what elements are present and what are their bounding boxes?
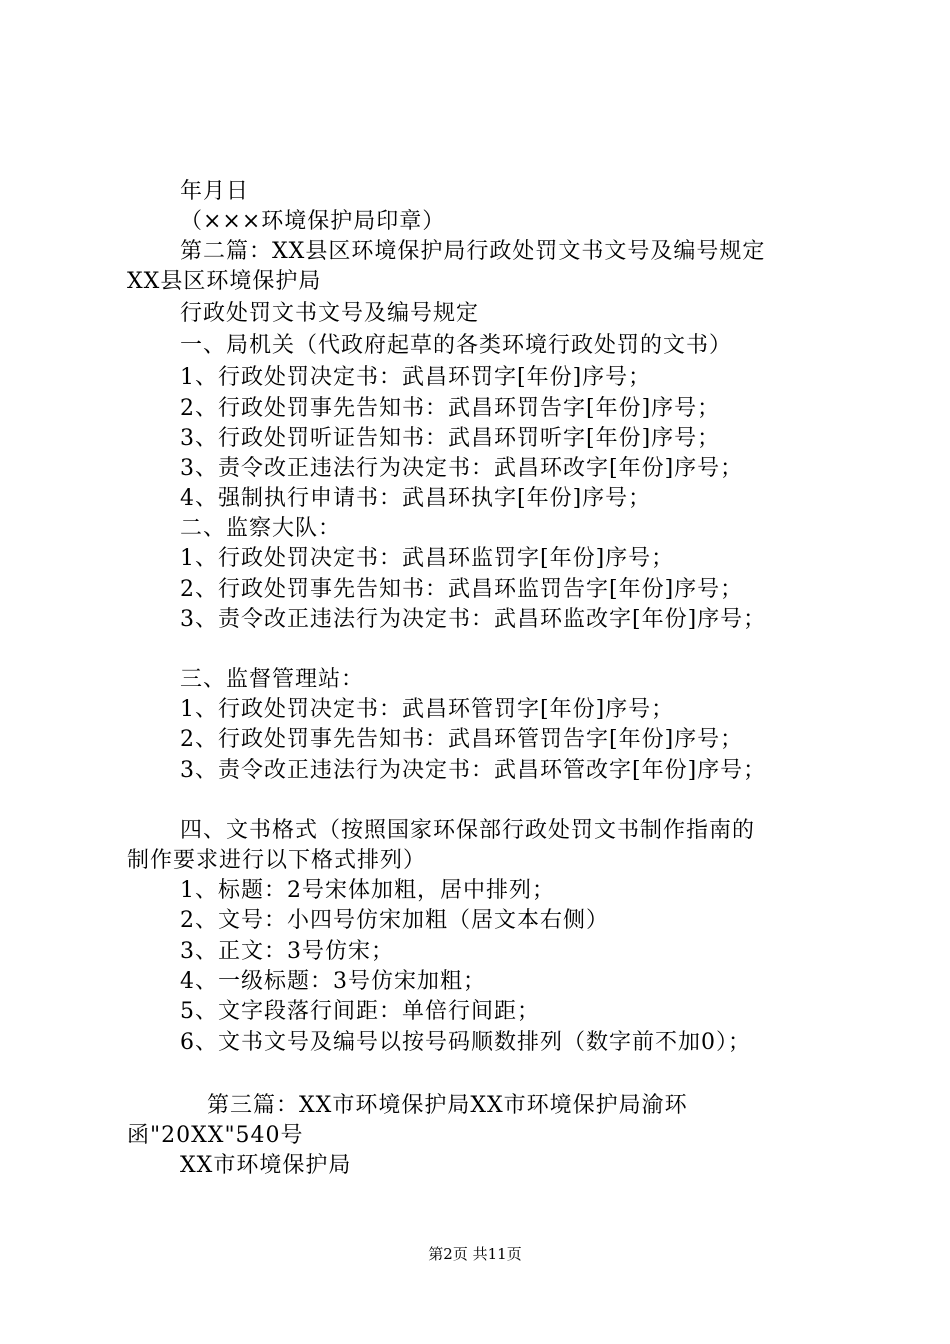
list-item: 6、文书文号及编号以按号码顺数排列（数字前不加0）；	[180, 1030, 751, 1055]
list-item: 3、责令改正违法行为决定书：武昌环改字[年份]序号；	[180, 456, 744, 481]
subsection-heading-4: 四、文书格式（按照国家环保部行政处罚文书制作指南的	[180, 818, 756, 843]
org-name: XX县区环境保护局	[127, 269, 322, 294]
subsection-heading-3: 三、监督管理站：	[180, 667, 365, 692]
list-item: 2、文号：小四号仿宋加粗（居文本右侧）	[180, 908, 609, 933]
list-item: 5、文字段落行间距：单倍行间距；	[180, 999, 540, 1024]
subsection-heading-1: 一、局机关（代政府起草的各类环境行政处罚的文书）	[180, 333, 733, 358]
list-item: 1、行政处罚决定书：武昌环罚字[年份]序号；	[180, 365, 652, 390]
list-item: 3、行政处罚听证告知书：武昌环罚听字[年份]序号；	[180, 426, 721, 451]
list-item: 1、行政处罚决定书：武昌环监罚字[年份]序号；	[180, 546, 675, 571]
paragraph-continuation: 制作要求进行以下格式排列）	[127, 848, 427, 873]
list-item: 2、行政处罚事先告知书：武昌环罚告字[年份]序号；	[180, 396, 721, 421]
org-name-2: XX市环境保护局	[180, 1153, 352, 1178]
subsection-heading-2: 二、监察大队：	[180, 516, 342, 541]
date-line: 年月日	[180, 179, 250, 204]
doc-title: 行政处罚文书文号及编号规定	[180, 301, 480, 326]
seal-note: （×××环境保护局印章）	[180, 209, 446, 234]
list-item: 4、一级标题：3号仿宋加粗；	[180, 969, 486, 994]
list-item: 4、强制执行申请书：武昌环执字[年份]序号；	[180, 486, 652, 511]
section-heading-2: 第二篇：XX县区环境保护局行政处罚文书文号及编号规定	[180, 239, 766, 264]
list-item: 3、责令改正违法行为决定书：武昌环管改字[年份]序号；	[180, 758, 767, 783]
page-footer: 第2页 共11页	[428, 1245, 522, 1263]
list-item: 3、正文：3号仿宋；	[180, 939, 394, 964]
list-item: 1、行政处罚决定书：武昌环管罚字[年份]序号；	[180, 697, 675, 722]
list-item: 3、责令改正违法行为决定书：武昌环监改字[年份]序号；	[180, 607, 767, 632]
list-item: 2、行政处罚事先告知书：武昌环管罚告字[年份]序号；	[180, 727, 744, 752]
section-heading-3-continuation: 函"20XX"540号	[127, 1123, 304, 1148]
section-heading-3: 第三篇：XX市环境保护局XX市环境保护局渝环	[207, 1093, 688, 1118]
list-item: 2、行政处罚事先告知书：武昌环监罚告字[年份]序号；	[180, 577, 744, 602]
list-item: 1、标题：2号宋体加粗，居中排列；	[180, 878, 555, 903]
